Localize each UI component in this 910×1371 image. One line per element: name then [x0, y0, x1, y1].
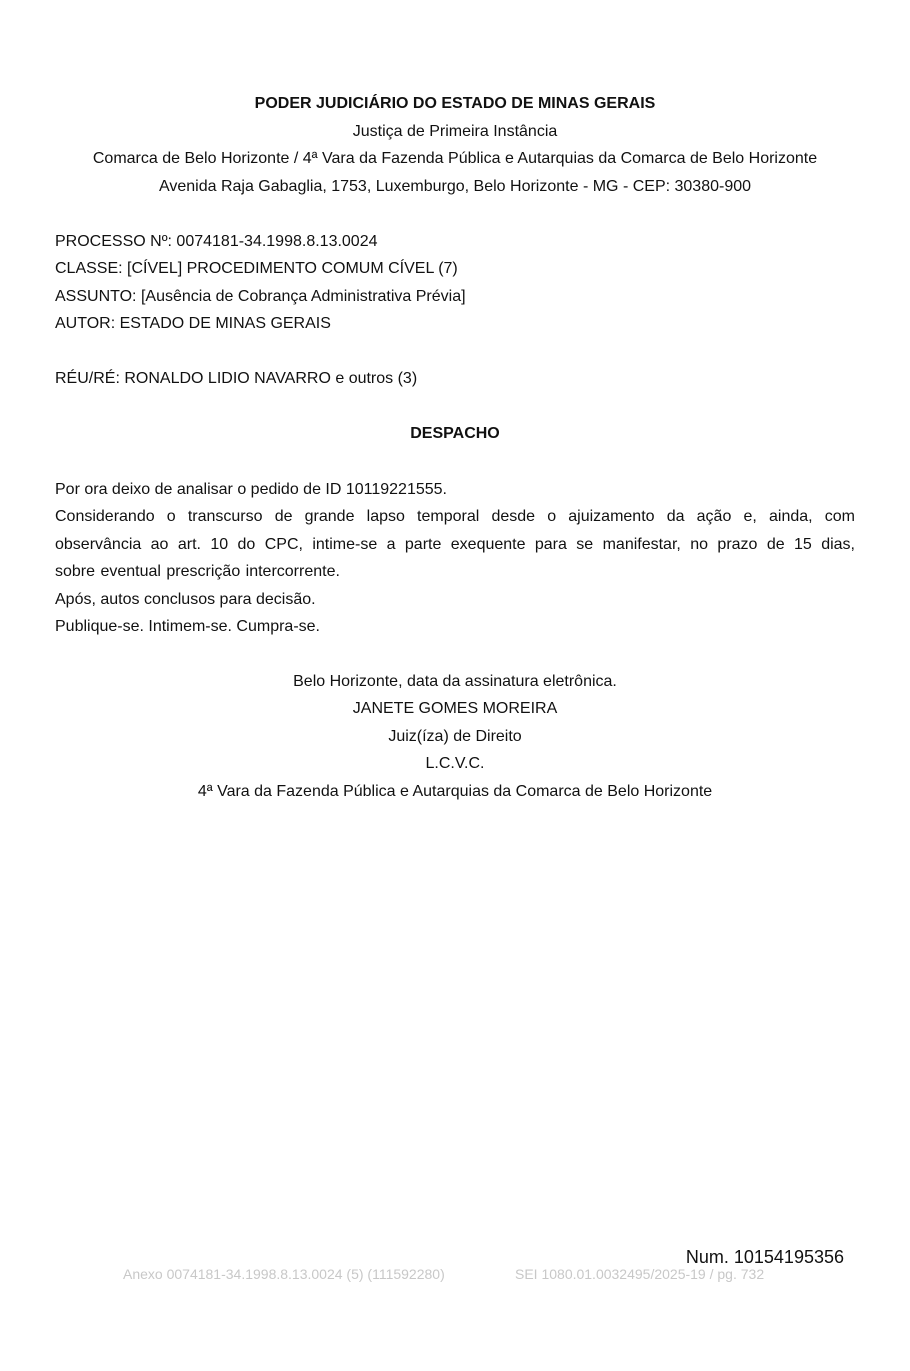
court-unit: 4ª Vara da Fazenda Pública e Autarquias da Comarca de Belo Horizonte [197, 783, 713, 800]
judge-title: Juiz(íza) de Direito [388, 728, 522, 745]
address-line: Avenida Raja Gabaglia, 1753, Luxemburgo, Belo Horizonte - MG - CEP: 30380-900 [158, 178, 752, 195]
document-number: Num. 10154195356 [685, 1247, 844, 1267]
case-defendant: RÉU/RÉ: RONALDO LIDIO NAVARRO e outros (3) [55, 370, 418, 387]
body-paragraph-2-line-2: observância ao art. 10 do CPC, intime-se a parte exequente para se manifestar, no prazo de 15 dias, [55, 535, 855, 553]
case-subject: ASSUNTO: [Ausência de Cobrança Administrativa Prévia] [55, 288, 466, 305]
document-title: DESPACHO [410, 425, 500, 442]
body-paragraph-4: Publique-se. Intimem-se. Cumpra-se. [55, 618, 320, 635]
body-paragraph-2-line-3: sobre eventual prescrição intercorrente. [55, 563, 340, 580]
case-plaintiff: AUTOR: ESTADO DE MINAS GERAIS [55, 315, 331, 332]
instance-line: Justiça de Primeira Instância [352, 123, 558, 140]
body-paragraph-3: Após, autos conclusos para decisão. [55, 591, 316, 608]
sei-reference: SEI 1080.01.0032495/2025-19 / pg. 732 [515, 1266, 765, 1282]
body-paragraph-1: Por ora deixo de analisar o pedido de ID 10119221555. [55, 481, 447, 498]
court-heading: PODER JUDICIÁRIO DO ESTADO DE MINAS GERAIS [254, 95, 656, 112]
initials: L.C.V.C. [425, 755, 485, 772]
judge-name: JANETE GOMES MOREIRA [352, 700, 558, 717]
body-paragraph-2 [55, 503, 855, 586]
signature-place-date: Belo Horizonte, data da assinatura eletrônica. [293, 673, 617, 690]
annex-reference: Anexo 0074181-34.1998.8.13.0024 (5) (111592280) [123, 1266, 445, 1282]
process-number: PROCESSO Nº: 0074181-34.1998.8.13.0024 [55, 233, 378, 250]
case-class: CLASSE: [CÍVEL] PROCEDIMENTO COMUM CÍVEL (7) [55, 260, 458, 277]
body-paragraph-2-line-1: Considerando o transcurso de grande lapso temporal desde o ajuizamento da ação e, ainda, com [55, 508, 855, 525]
district-line: Comarca de Belo Horizonte / 4ª Vara da Fazenda Pública e Autarquias da Comarca de Belo Horizonte [92, 150, 818, 167]
